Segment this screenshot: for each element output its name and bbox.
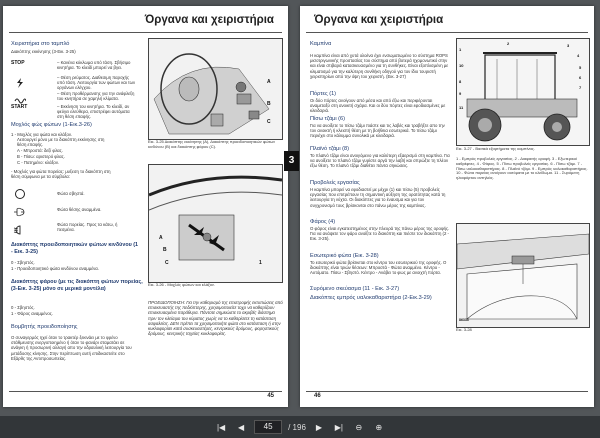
fig3-num-2: 2: [507, 41, 510, 46]
left-title-rule: [9, 32, 282, 33]
doors-heading: Πόρτες (1): [310, 91, 337, 97]
light-off-text: Φώτα σβηστά.: [57, 191, 85, 196]
left-bottom-rule: [9, 391, 282, 392]
cabin-para: Η καμπίνα είναι από χυτά ολοένα έχει ενσωματωμένο το σύστημα ROPS μισοτριγωνικής προστασίας του σύστημα από βοτερά ηχομονωτικό στην και είναι στιβαρά κατασκευασμένο για τη συνθήκες. Είναι εξοπλισμένη με κλιματισμό για την καλύτερη συνθήκη οδηγού για τον ίδιο τουριστή χειριστηρίων από την όψη του χειριστή. (Εικ. 3-27): [310, 53, 449, 79]
pdf-toolbar: [0, 416, 600, 438]
right-bottom-rule: [306, 391, 588, 392]
fig2-label-b: B: [163, 247, 167, 253]
rear-window-heading: Πίσω τζάμι (6): [310, 116, 345, 122]
zoom-in-icon[interactable]: ⊕: [375, 422, 383, 432]
work-lights-text: Η καμπίνα μπορεί να εφοδιαστεί με μέχρι (1) και πίσω (5) προβολείς εργασίας που επιτρέπουν τη σημαντική αύξηση της ορατότητας κατά τη λειτουργία τη νύχτα. Οι διακόπτες για το έναυσμα και για τον συγχρονισμό τους βρίσκονται στο πάνω μέρος της καμπίνας.: [310, 187, 446, 208]
figure-3-28: [456, 223, 590, 328]
fig1-label-b: B: [267, 101, 271, 107]
light-lever-item-2: Λειτουργεί μόνο με το διακόπτη εκκίνησης στη θέση επαφής.: [17, 137, 105, 148]
fig3-num-6: 6: [579, 75, 582, 80]
figure-3-28-caption: Εικ. 3-28: [456, 327, 472, 332]
figure-3-25: [148, 38, 283, 140]
fig3-num-4: 4: [577, 53, 580, 58]
key-stop-text: – Κανένα κύκλωμα υπό τάση. Σβήσιμο κινητήρα. Το κλειδί μπορεί να βγει.: [57, 60, 131, 71]
prev-page-icon[interactable]: ◀: [238, 422, 245, 432]
side-window-text: Το πλαϊνό τζάμι είναι ανοιγόμενο για καλύτερη εξαερισμό στη καμπίνα. Για να ανοίξετε το πλαϊνό τζάμι γυρίστε αργά την λαβή και σπρώξτε τη πλέον έξω θέση. Το πλαϊνό τζάμι διαθέτει πάντα σηκώσεις.: [310, 153, 450, 169]
fig3-num-11: 11: [459, 105, 464, 110]
position-light-icon: [13, 204, 25, 214]
left-page-title: Όργανα και χειριστήρια: [144, 14, 274, 26]
beacon-text: Ο φάρος είναι εγκατεστημένος στην πλευρά της πάνω μέρος της οροφής. Για να ανάψετε τον φάρο ανοίξτε το διακόπτη και πιέστε τον διακόπτη (2 - Εικ. 3-25).: [310, 226, 450, 242]
fig3-num-3: 3: [567, 43, 570, 48]
section-heading-beacon: Διακόπτης φάρου (με τις διακόπτη φώτων πορείας, (3-Εικ. 3-25) μόνο σε μερικά μοντέλα): [11, 279, 143, 292]
right-page: [300, 6, 594, 407]
doors-text: Οι δύο πόρτες ανοίγουν από μέσα και από έξω και περιφέρονται αναμεταξύ στη ανοικτή σχάρα. Και οι δύο πόρτες είναι εφοδιασμένες με κλειδαριά.: [310, 98, 446, 114]
interior-light-heading: Εσωτερικό φώτα (Εικ. 3-28): [310, 253, 379, 259]
key-on-text: – Θέση ρεύματος. Διαθεσιμη παροχής υπό τάση. Λειτουργία των φώτων και των οργάνων ελέγχου.: [57, 75, 136, 91]
fig3-num-8: 8: [459, 79, 462, 84]
light-lever-item-5: C - Πατημένο: κλάξον.: [17, 160, 60, 165]
section-heading-dashboard: Χειριστήρια στο ταμπλό: [11, 41, 70, 47]
fig4-code: 86333: [459, 318, 469, 322]
hazard-item-0: 0 - Σβηστός.: [11, 260, 35, 265]
hazard-item-1: 1 - Προειδοποιητικό φώτα κινδύνου αναμμένα.: [11, 266, 99, 271]
beacon-item-1: 1 - Φάρος αναμμένος.: [11, 311, 54, 316]
figure-3-27-caption: Εικ. 3-27 - Βασικά εξαρτήματα της καμπίνας.: [456, 146, 535, 151]
fig1-label-a: A: [267, 79, 271, 85]
page-number-input[interactable]: 45: [254, 420, 282, 434]
fig2-label-a: A: [159, 235, 163, 241]
fig2-label-1: 1: [259, 260, 262, 266]
section-heading-cabin: Καμπίνα: [310, 41, 332, 47]
fig1-label-c: C: [267, 119, 271, 125]
warning-text: ΠΡΟΕΙΔΟΠΟΙΗΣΗ: Για την καθαρισμό της επιστροφής εκτυπώσεις από επισκευαστής της πεδιόπτερης, χρησιμοποιείτε τοχρ να καθαρίζουν επισκευασμένα παράθυρα. Πάντοτε σημειώστε το ακριβές διάστημα πριν τον κλείσιμο του κύματος χωρίς να το καθαρίσετε τη κατάσταση ασφαλείας. ΔΕΝ πρέπει τα χρησιμοποιήτε φώτα στο κατάσταση ή στην κυκλοφορίαs κατά συσκευαστέρες, κεντρικούς δρόμους, φορηστικούς δρόμους, κεντρικής ταχείας κυκλοφορίας.: [148, 300, 283, 337]
fig3-num-1: 1: [459, 47, 462, 52]
fig3-num-9: 9: [459, 91, 462, 96]
zoom-out-icon[interactable]: ⊖: [355, 422, 363, 432]
section-sub-ignition: Διακόπτης εκκίνησης (3-Εικ. 3-25): [11, 49, 76, 54]
light-lever-para: - Μοχλός για φώτα πορείας: μυξεση το διακόπτη στη θέση σύμφωνα με τα σύμβολα:: [11, 169, 111, 180]
low-beam-text: Φώτα πορείας. Προς τα κάτω, ή πεσμένα.: [57, 222, 118, 233]
buzzer-para: Ο συναγερμός ηχεί όταν το τρακτέρ ξεκινάει με το φρένο στάθμευσης ενεργοποιημένο ή όταν το φανάρι σταματάει σε ανάγκη ή προσωρινή αλλαγή απο την υδραυλική λειτουργία του μετάδοσης κίνησης. Στην περίπτωση αυτή επιδικαστείτε στο Εξάρθς της Αντιπροσωπείας.: [11, 335, 132, 361]
figure-3-26-caption: Εικ. 3-26 - Μοχλός φώτων και κλάξον.: [148, 282, 216, 287]
position-light-text: Φώτα θέσης αναμμένα.: [57, 207, 102, 212]
last-page-icon[interactable]: ▶|: [334, 422, 343, 432]
figure-3-27-legend: 1 - Εμπρός προβολείς εργασίας. 2 - Διαφανής οροφή. 3 - Εξωτερικοί καθρέφτες. 4 - Φάρος. 5 - Πίσω προβολείς εργασίας. 6 - Πίσω τζάμι. 7 - Πίσω υαλοκαθαριστήρας. 8 - Πλαϊνό τζάμι. 9 - Εμπρός υαλοκαθαριστήρας. 10 - Φώτα πορείας ανοίγουν αυτόματα με το κλείδωμα. 11 - Συρόμενη ηλιοφόρτου αντηλιάς.: [456, 156, 588, 181]
sunshade-heading: Συρόμενο σκεύασμα (11 - Εικ. 3-27): [310, 286, 400, 292]
chapter-tab: 3: [284, 151, 299, 171]
right-page-title: Όργανα και χειριστήρια: [314, 14, 444, 26]
light-lever-item-3: A - Μπροστά: δεξί φλας.: [17, 148, 63, 153]
fig2-label-c: C: [165, 260, 169, 266]
key-preheat-text: – Θέση προθέρμανσης για την ανάφλεξη του κινητήρα σε χαμηλή κλίματα.: [57, 91, 135, 102]
interior-light-text: Το εσωτερικό φώτα βρίσκεται στο κέντρο του εσωτερικού της οροφής. Ο διακόπτης είναι τριών θέσεων: Μπροστά - Φώτα αναμμένο. Κέντρο - Αυτόματο. Πίσω - Σβηστό. Κέντρο - Ανάβει το φως με ανοιχτή πόρτα.: [310, 260, 447, 276]
beacon-item-0: 0 - Σβηστός.: [11, 305, 35, 310]
key-start-text: – Εκκίνηση του κινητήρα. Το κλειδί, αν φεύγει ελεύθερα, επιστρέφει αυτόματα στη θέση επαφής.: [57, 104, 130, 120]
rear-window-text: Για να ανοίξετε το πίσω τζάμι πιάστε και τις λαβές και τραβήξτε απο την τον ανοικτή ή κλειστή θέση με τη βοήθεια εσωτερικά. Το πίσω τζάμι περιέχει στο κάλυμμα συνολικά με κλειδαριά.: [310, 123, 445, 139]
light-off-icon: [15, 189, 25, 199]
work-lights-heading: Προβολείς εργασίας: [310, 180, 360, 186]
figure-3-27: [456, 38, 590, 146]
preheat-icon: [14, 92, 26, 100]
section-heading-buzzer: Βομβητής προειδοποίησης: [11, 324, 78, 330]
left-page: [3, 6, 288, 407]
fig3-num-5: 5: [579, 65, 582, 70]
section-heading-light-lever: Μοχλός φώς φώτων (1-Εικ.3-26): [11, 122, 92, 128]
fig3-num-7: 7: [579, 85, 582, 90]
left-page-number: 45: [267, 393, 274, 399]
low-beam-icon: [13, 222, 25, 232]
right-page-number: 46: [314, 393, 321, 399]
light-lever-item-4: B - Πίσω: αριστερό φλας.: [17, 154, 65, 159]
key-stop-label: STOP: [11, 60, 25, 66]
figure-3-25-caption: Εικ. 3-25 Διακόπτης εκκίνησης (A), Διακόπτης προειδοποιητικών φώτων κινδύνου (B) και διακόπτης φάρου (C).: [148, 139, 276, 149]
fig3-num-10: 10: [459, 63, 464, 68]
light-lever-item-1: 1 - Μοχλός για φώτα και κλάξον.: [11, 132, 73, 137]
front-wiper-heading: Διακόπτες εμπρός υαλοκαθαριστήρα (2-Εικ.3-29): [310, 295, 432, 301]
ignition-on-icon: [15, 75, 25, 85]
page-total: / 196: [288, 422, 306, 432]
right-title-rule: [306, 32, 588, 33]
section-heading-hazard: Διακόπτης προειδοποιητικών φώτων κινδύνου (1 - Εικ. 3-25): [11, 242, 139, 255]
side-window-heading: Πλαϊνό τζάμι (8): [310, 146, 350, 152]
next-page-icon[interactable]: ▶: [315, 422, 322, 432]
first-page-icon[interactable]: |◀: [216, 422, 226, 432]
beacon-heading: Φάρος (4): [310, 219, 336, 225]
figure-3-26: [148, 164, 283, 283]
key-start-label: START: [11, 104, 28, 110]
